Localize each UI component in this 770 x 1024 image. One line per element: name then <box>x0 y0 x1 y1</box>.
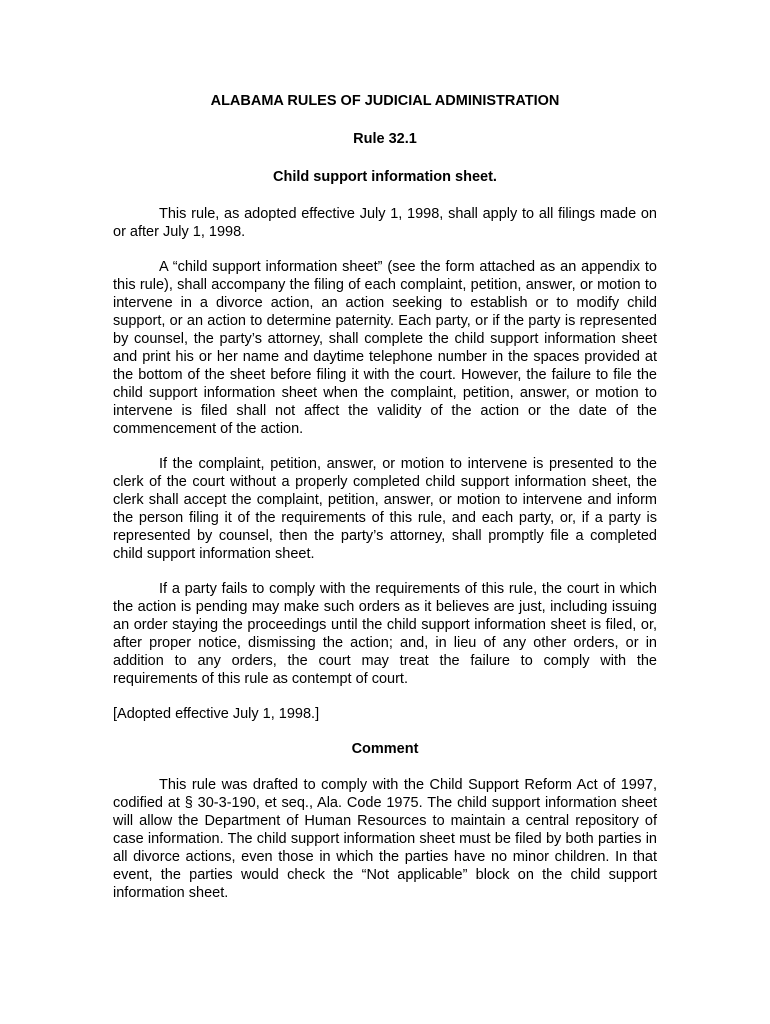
document-page <box>113 92 657 919</box>
adopted-note: [Adopted effective July 1, 1998.] <box>113 706 320 722</box>
document-title: ALABAMA RULES OF JUDICIAL ADMINISTRATION <box>210 93 560 109</box>
paragraph-clerk-procedure: If the complaint, petition, answer, or motion to intervene is presented to the clerk of the court without a properly completed child support information sheet, the clerk shall accept the complaint, petition, answer, or motion to intervene and inform the person filing it of the requirements of this rule, and each party, or, if a party is represented by counsel, then the party’s attorney, shall promptly file a completed child support information sheet. <box>113 456 657 562</box>
paragraph-noncompliance: If a party fails to comply with the requirements of this rule, the court in which the action is pending may make such orders as it believes are just, including issuing an order staying the proceedings until the child support information sheet is filed, or, after proper notice, dismissing the action; and, in lieu of any other orders, or in addition to any orders, the court may treat the failure to comply with the requirements of this rule as contempt of court. <box>113 581 657 687</box>
comment-heading: Comment <box>351 741 419 757</box>
rule-subtitle: Child support information sheet. <box>273 169 497 185</box>
paragraph-effective-date: This rule, as adopted effective July 1, 1998, shall apply to all filings made on or after July 1, 1998. <box>113 206 657 240</box>
paragraph-info-sheet-requirement: A “child support information sheet” (see the form attached as an appendix to this rule), shall accompany the filing of each complaint, petition, answer, or motion to intervene in a divorce action, an action seeking to establish or to modify child support, or an action to determine paternity. Each party, or if the party is represented by counsel, the party’s attorney, shall complete the child support information sheet and print his or her name and daytime telephone number in the spaces provided at the bottom of the sheet before filing it with the court. However, the failure to file the child support information sheet when the complaint, petition, answer, or motion to intervene is filed shall not affect the validity of the action or the date of the commencement of the action. <box>113 259 657 437</box>
comment-paragraph: This rule was drafted to comply with the Child Support Reform Act of 1997, codified at § 30-3-190, et seq., Ala. Code 1975. The child support information sheet will allow the Department of Human Resources to maintain a central repository of case information. The child support information sheet must be filed by both parties in all divorce actions, even those in which the parties have no minor children. In that event, the parties would check the “Not applicable” block on the child support information sheet. <box>113 777 657 901</box>
rule-number: Rule 32.1 <box>353 131 417 147</box>
